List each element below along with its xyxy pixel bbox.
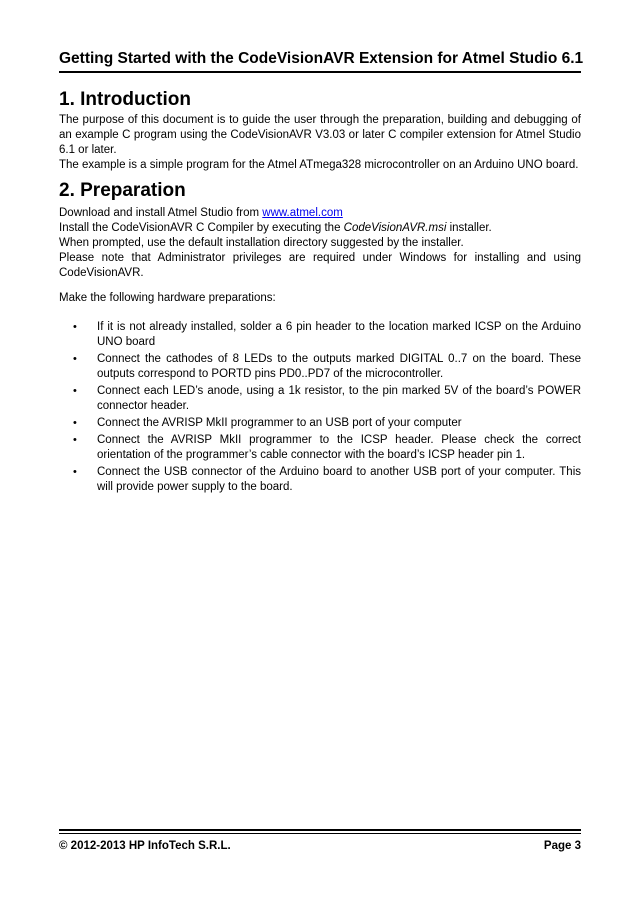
bullet-icon: •	[73, 417, 77, 429]
list-item	[59, 320, 581, 350]
download-text: Download and install Atmel Studio from	[59, 207, 263, 219]
preparation-body	[59, 206, 581, 281]
installer-filename: CodeVisionAVR.msi	[343, 222, 447, 234]
list-item-text: If it is not already installed, solder a 6 pin header to the location marked ICSP on the Arduino UNO board	[97, 321, 581, 348]
header-divider	[59, 71, 581, 73]
prompt-line: When prompted, use the default installation directory suggested by the installer.	[59, 237, 464, 249]
footer-copyright: © 2012-2013 HP InfoTech S.R.L.	[59, 840, 231, 852]
bullet-icon: •	[73, 353, 77, 365]
section-heading-preparation: 2. Preparation	[59, 180, 186, 201]
install-suffix: installer.	[446, 222, 492, 234]
list-item	[59, 433, 581, 463]
bullet-icon: •	[73, 385, 77, 397]
bullet-icon: •	[73, 466, 77, 478]
section-heading-introduction: 1. Introduction	[59, 89, 191, 110]
footer-divider-thin	[59, 833, 581, 834]
list-item-text: Connect the AVRISP MkII programmer to an USB port of your computer	[97, 417, 462, 429]
introduction-body	[59, 113, 581, 173]
hardware-preparation-list	[59, 320, 581, 497]
list-item-text: Connect the cathodes of 8 LEDs to the outputs marked DIGITAL 0..7 on the board. These outputs correspond to PORTD pins PD0..PD7 of the microcontroller.	[97, 353, 581, 380]
bullet-icon: •	[73, 321, 77, 333]
list-item-text: Connect each LED’s anode, using a 1k resistor, to the pin marked 5V of the board’s POWER connector header.	[97, 385, 581, 412]
document-header-title: Getting Started with the CodeVisionAVR Extension for Atmel Studio 6.1	[59, 50, 584, 67]
bullet-icon: •	[73, 434, 77, 446]
introduction-example-paragraph: The example is a simple program for the Atmel ATmega328 microcontroller on an Arduino UNO board.	[59, 159, 579, 171]
list-item	[59, 384, 581, 414]
list-item	[59, 465, 581, 495]
list-item-text: Connect the AVRISP MkII programmer to the ICSP header. Please check the correct orientation of the programmer’s cable connector with the board’s ICSP header pin 1.	[97, 434, 581, 461]
list-item	[59, 416, 581, 431]
document-page	[59, 0, 584, 903]
download-line	[59, 206, 581, 221]
hardware-intro: Make the following hardware preparations:	[59, 292, 276, 304]
install-line	[59, 221, 581, 236]
list-item-text: Connect the USB connector of the Arduino board to another USB port of your computer. This will provide power supply to the board.	[97, 466, 581, 493]
footer-page-number: Page 3	[543, 840, 581, 852]
list-item	[59, 352, 581, 382]
atmel-link[interactable]: www.atmel.com	[262, 207, 343, 219]
introduction-paragraph: The purpose of this document is to guide the user through the preparation, building and debugging of an example C program using the CodeVisionAVR V3.03 or later C compiler extension for Atmel Studio 6.1 or later.	[59, 114, 581, 156]
install-text: Install the CodeVisionAVR C Compiler by executing the	[59, 222, 344, 234]
admin-note: Please note that Administrator privileges are required under Windows for installing and using CodeVisionAVR.	[59, 252, 581, 279]
footer-divider-thick	[59, 829, 581, 831]
